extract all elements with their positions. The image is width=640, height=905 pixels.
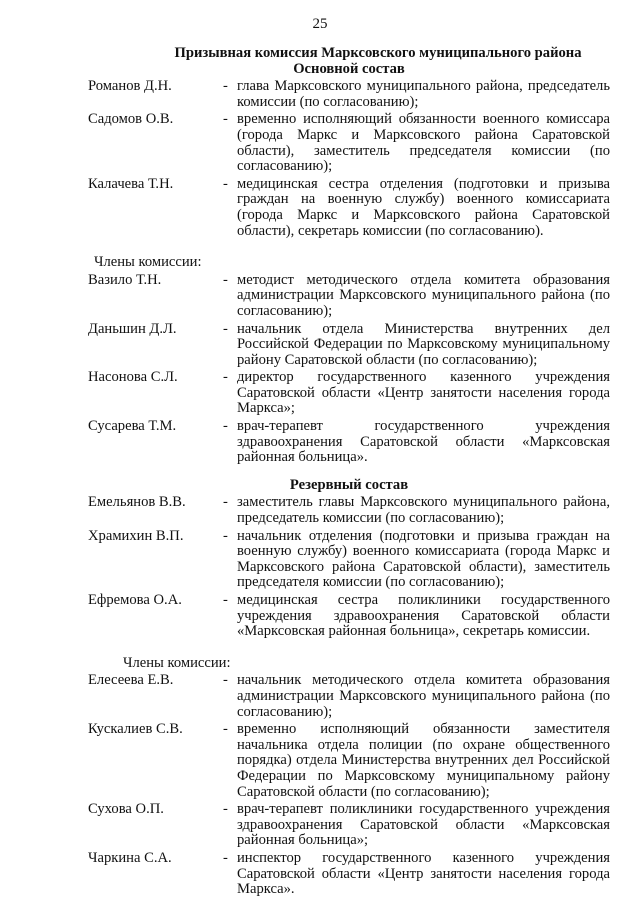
- main-entries: [88, 79, 610, 239]
- member-entry: [88, 370, 610, 417]
- member-name: Емельянов В.В.: [88, 494, 186, 511]
- member-entry: [88, 593, 610, 640]
- separator-dash: -: [223, 320, 228, 337]
- member-entry: [88, 495, 610, 526]
- separator-dash: -: [223, 494, 228, 511]
- member-name: Ефремова О.А.: [88, 592, 182, 608]
- member-name: Садомов О.В.: [88, 111, 174, 128]
- reserve-entries: [88, 495, 610, 639]
- member-position: директор государственного казенного учреждения Саратовской области «Центр занятости населения города Маркса»;: [237, 369, 610, 417]
- member-entry: [88, 722, 610, 800]
- document-content: [88, 46, 610, 898]
- members-label: Члены комиссии:: [94, 254, 202, 271]
- member-position: врач-терапевт поликлиники государственного учреждения здравоохранения Саратовской области «Марксовская районная больница»;: [237, 801, 610, 849]
- main-members: [88, 273, 610, 466]
- separator-dash: -: [223, 78, 228, 95]
- member-position: временно исполняющий обязанности военного комиссара (города Маркс и Марксовского района Саратовской области), заместитель председателя комиссии (по согласованию);: [237, 111, 610, 175]
- member-position: медицинская сестра поликлиники государственного учреждения здравоохранения Саратовской области «Марксовская районная больница», секретарь комиссии.: [237, 592, 610, 640]
- member-name: Насонова С.Л.: [88, 369, 178, 386]
- member-entry: [88, 802, 610, 849]
- member-entry: [88, 112, 610, 174]
- reserve-members: [88, 673, 610, 897]
- member-position: инспектор государственного казенного учреждения Саратовской области «Центр занятости населения города Маркса».: [237, 849, 610, 898]
- member-entry: [88, 529, 610, 591]
- separator-dash: -: [223, 592, 228, 608]
- member-name: Даньшин Д.Л.: [88, 320, 177, 337]
- member-entry: [88, 273, 610, 320]
- separator-dash: -: [223, 418, 228, 435]
- members-label: Члены комиссии:: [123, 654, 231, 671]
- page-number: 25: [312, 16, 328, 32]
- member-position: заместитель главы Марксовского муниципального района, председатель комиссии (по согласованию);: [237, 494, 610, 527]
- main-composition-heading: Основной состав: [293, 60, 405, 77]
- member-name: Елесеева Е.В.: [88, 672, 174, 689]
- member-entry: [88, 177, 610, 239]
- separator-dash: -: [223, 111, 228, 128]
- separator-dash: -: [223, 271, 228, 288]
- member-entry: [88, 79, 610, 110]
- member-position: медицинская сестра отделения (подготовки и призыва граждан на военную службу) военного комиссариата (города Маркс и Марксовского района Саратовской области), секретарь комиссии (по согласованию).: [237, 175, 610, 239]
- member-entry: [88, 419, 610, 466]
- member-entry: [88, 673, 610, 720]
- member-name: Сухова О.П.: [88, 801, 164, 818]
- member-name: Кускалиев С.В.: [88, 721, 183, 738]
- member-entry: [88, 322, 610, 369]
- member-name: Калачева Т.Н.: [88, 175, 174, 192]
- reserve-composition-heading: Резервный состав: [289, 476, 409, 493]
- member-name: Чаркина С.А.: [88, 849, 172, 866]
- member-position: начальник методического отдела комитета образования администрации Марксовского муниципального района (по согласованию);: [237, 672, 610, 720]
- member-position: методист методического отдела комитета образования администрации Марксовского муниципального района (по согласованию);: [237, 271, 610, 319]
- member-position: начальник отдела Министерства внутренних дел Российской Федерации по Марксовскому муниципальному району Саратовской области (по согласованию);: [237, 320, 610, 368]
- separator-dash: -: [223, 849, 228, 866]
- separator-dash: -: [223, 801, 228, 818]
- member-position: глава Марксовского муниципального района, председатель комиссии (по согласованию);: [237, 78, 610, 110]
- separator-dash: -: [223, 527, 228, 544]
- separator-dash: -: [223, 672, 228, 689]
- member-name: Вазило Т.Н.: [88, 271, 162, 288]
- member-name: Романов Д.Н.: [88, 78, 172, 95]
- document-title: Призывная комиссия Марксовского муниципального района: [174, 45, 582, 61]
- separator-dash: -: [223, 175, 228, 192]
- member-position: временно исполняющий обязанности заместителя начальника отдела полиции (по охране общественного порядка) отдела Министерства внутренних дел Российской Федерации по Марксовскому муниципальному району Саратовской области (по согласованию);: [237, 721, 610, 800]
- member-name: Сусарева Т.М.: [88, 418, 177, 435]
- member-position: врач-терапевт государственного учреждения здравоохранения Саратовской области «Марксовская районная больница».: [237, 418, 610, 466]
- member-entry: [88, 851, 610, 898]
- member-name: Храмихин В.П.: [88, 527, 184, 544]
- member-position: начальник отделения (подготовки и призыва граждан на военную службу) военного комиссариата (города Маркс и Марксовского района Саратовской области), заместитель председателя комиссии (по согласованию);: [237, 527, 610, 591]
- separator-dash: -: [223, 369, 228, 386]
- separator-dash: -: [223, 721, 228, 738]
